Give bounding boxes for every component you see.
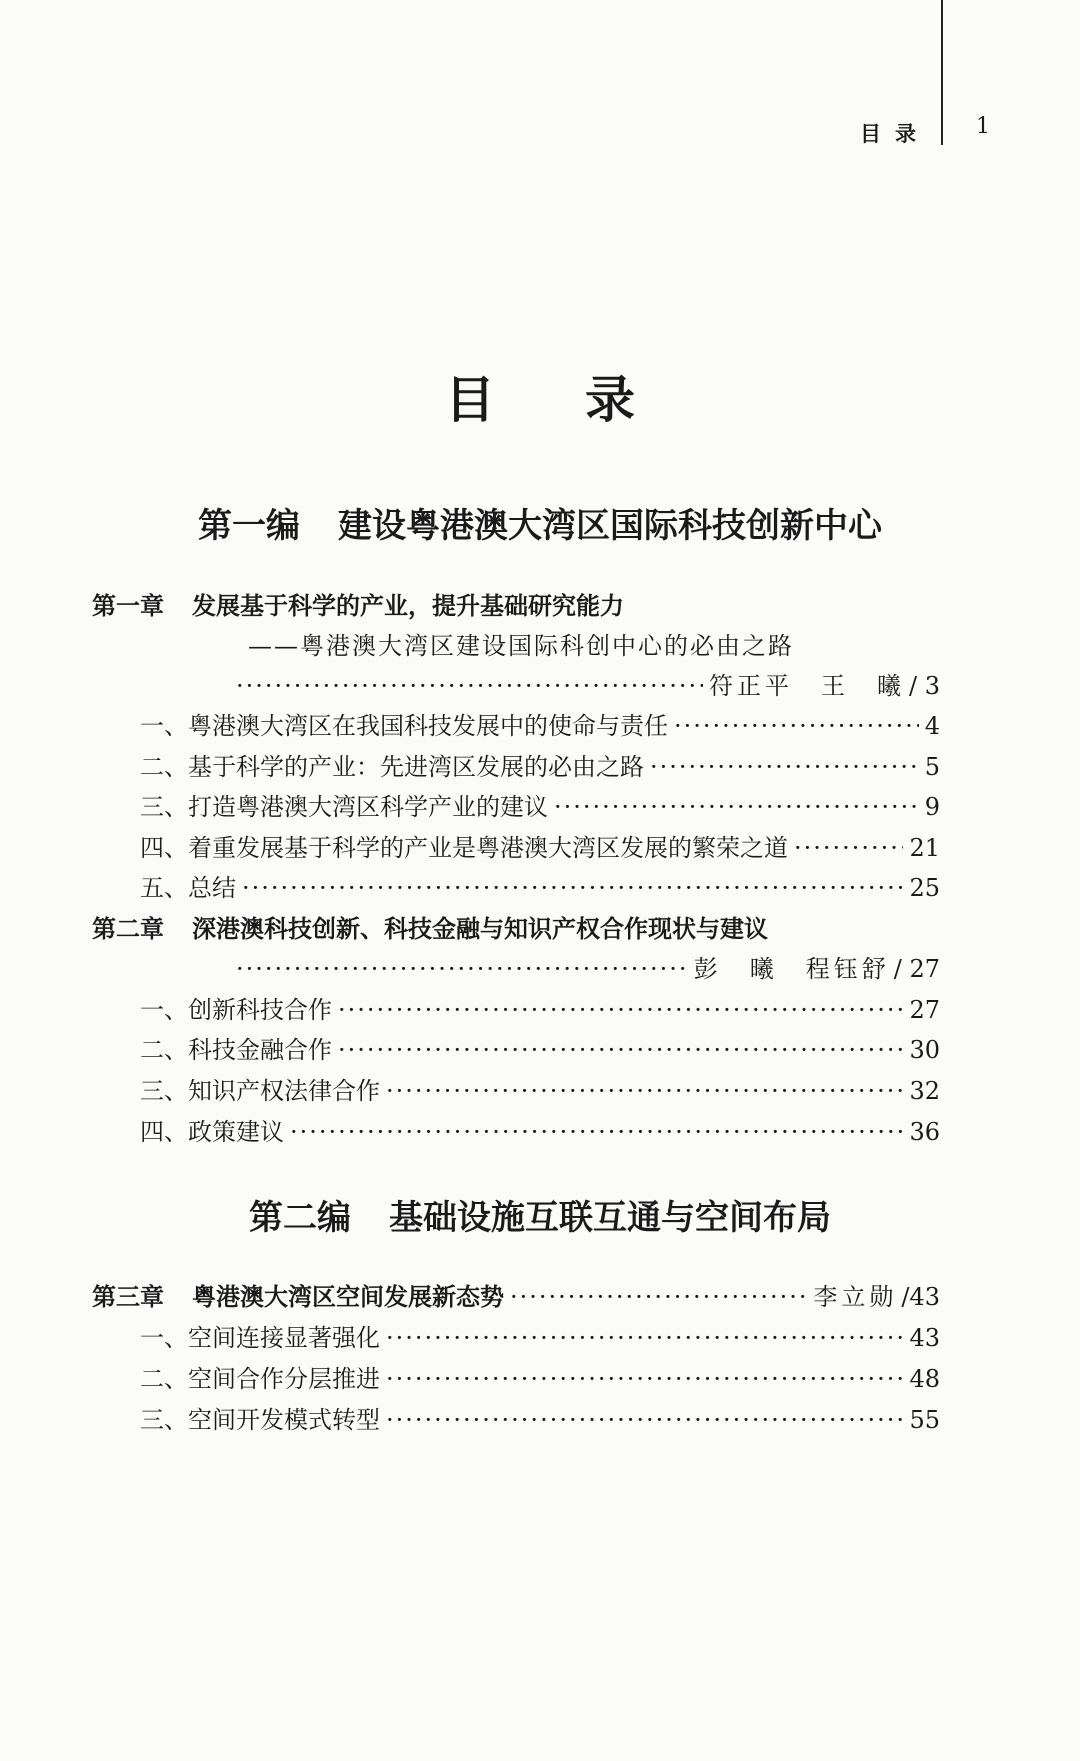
entry-page: 5 [924,753,940,781]
entry-text: 一、创新科技合作 [140,996,332,1024]
entry-text: 四、政策建议 [140,1118,284,1146]
part-title: 基础设施互联互通与空间布局 [389,1198,831,1238]
entry-page: 9 [924,793,940,821]
entry-page: 25 [909,874,940,902]
chapter-title: 深港澳科技创新、科技金融与知识产权合作现状与建议 [192,915,768,943]
toc-title: 目录 [445,370,725,429]
leader-dots [290,1118,903,1146]
entry-text: 一、粤港澳大湾区在我国科技发展中的使命与责任 [140,712,668,740]
entry-text: 四、着重发展基于科学的产业是粤港澳大湾区发展的繁荣之道 [140,834,788,862]
toc-entry [92,1112,940,1147]
chapter-authors: 彭 曦 程钰舒 [693,955,890,983]
leader-dots [386,1365,903,1393]
entry-page: 43 [909,1324,940,1352]
entry-text: 二、科技金融合作 [140,1036,332,1064]
leader-dots [338,1036,903,1064]
entry-text: 一、空间连接显著强化 [140,1324,380,1352]
header-rule [941,0,943,145]
chapter-authors: 李立勋 [813,1283,898,1311]
toc-entry [92,990,940,1025]
running-title: 目录 [860,121,930,146]
leader-dots [242,874,903,902]
entry-text: 三、打造粤港澳大湾区科学产业的建议 [140,793,548,821]
toc-entry [92,1400,940,1435]
entry-page: 48 [909,1365,940,1393]
toc-entry [92,747,940,782]
entry-page: 55 [909,1406,940,1434]
chapter-authors: 符正平 王 曦 [709,672,906,700]
chapter-page: / 27 [893,955,940,983]
leader-dots [650,753,919,781]
part-title: 建设粤港澳大湾区国际科技创新中心 [338,506,882,546]
toc-entry [92,828,940,863]
leader-dots [794,834,903,862]
chapter-page: /43 [901,1283,940,1311]
part-heading-2 [0,1190,1080,1239]
leader-dots [386,1406,903,1434]
chapter-2-heading [92,909,940,944]
entry-text: 二、空间合作分层推进 [140,1365,380,1393]
chapter-title: 发展基于科学的产业，提升基础研究能力 [192,592,624,620]
toc-entry [92,1359,940,1394]
entry-text: 五、总结 [140,874,236,902]
leader-dots [236,672,703,700]
toc-entry [92,1030,940,1065]
leader-dots [386,1077,903,1105]
chapter-1-heading [92,586,940,621]
part-label: 第一编 [198,506,300,546]
page-number: 1 [976,114,990,139]
entry-page: 4 [924,712,940,740]
toc-entry [92,706,940,741]
chapter-1-author-line [230,666,940,701]
entry-text: 二、基于科学的产业：先进湾区发展的必由之路 [140,753,644,781]
chapter-title: 粤港澳大湾区空间发展新态势 [192,1283,504,1311]
entry-page: 30 [909,1036,940,1064]
part-heading-1 [0,498,1080,547]
toc-entry [92,787,940,822]
toc-entry [92,1318,940,1353]
chapter-1-subtitle: ——粤港澳大湾区建设国际科创中心的必由之路 [248,632,794,660]
chapter-label: 第一章 [92,592,164,620]
toc-entry [92,1071,940,1106]
toc-entry [92,868,940,903]
part-label: 第二编 [249,1198,351,1238]
chapter-label: 第二章 [92,915,164,943]
entry-page: 21 [909,834,940,862]
entry-text: 三、空间开发模式转型 [140,1406,380,1434]
leader-dots [510,1283,807,1311]
chapter-page: / 3 [909,672,940,700]
entry-page: 27 [909,996,940,1024]
leader-dots [554,793,919,821]
entry-page: 32 [909,1077,940,1105]
chapter-label: 第三章 [92,1283,164,1311]
entry-page: 36 [909,1118,940,1146]
chapter-3-heading [92,1277,940,1312]
leader-dots [338,996,903,1024]
chapter-2-author-line [230,949,940,984]
leader-dots [674,712,919,740]
entry-text: 三、知识产权法律合作 [140,1077,380,1105]
leader-dots [236,955,688,983]
leader-dots [386,1324,903,1352]
